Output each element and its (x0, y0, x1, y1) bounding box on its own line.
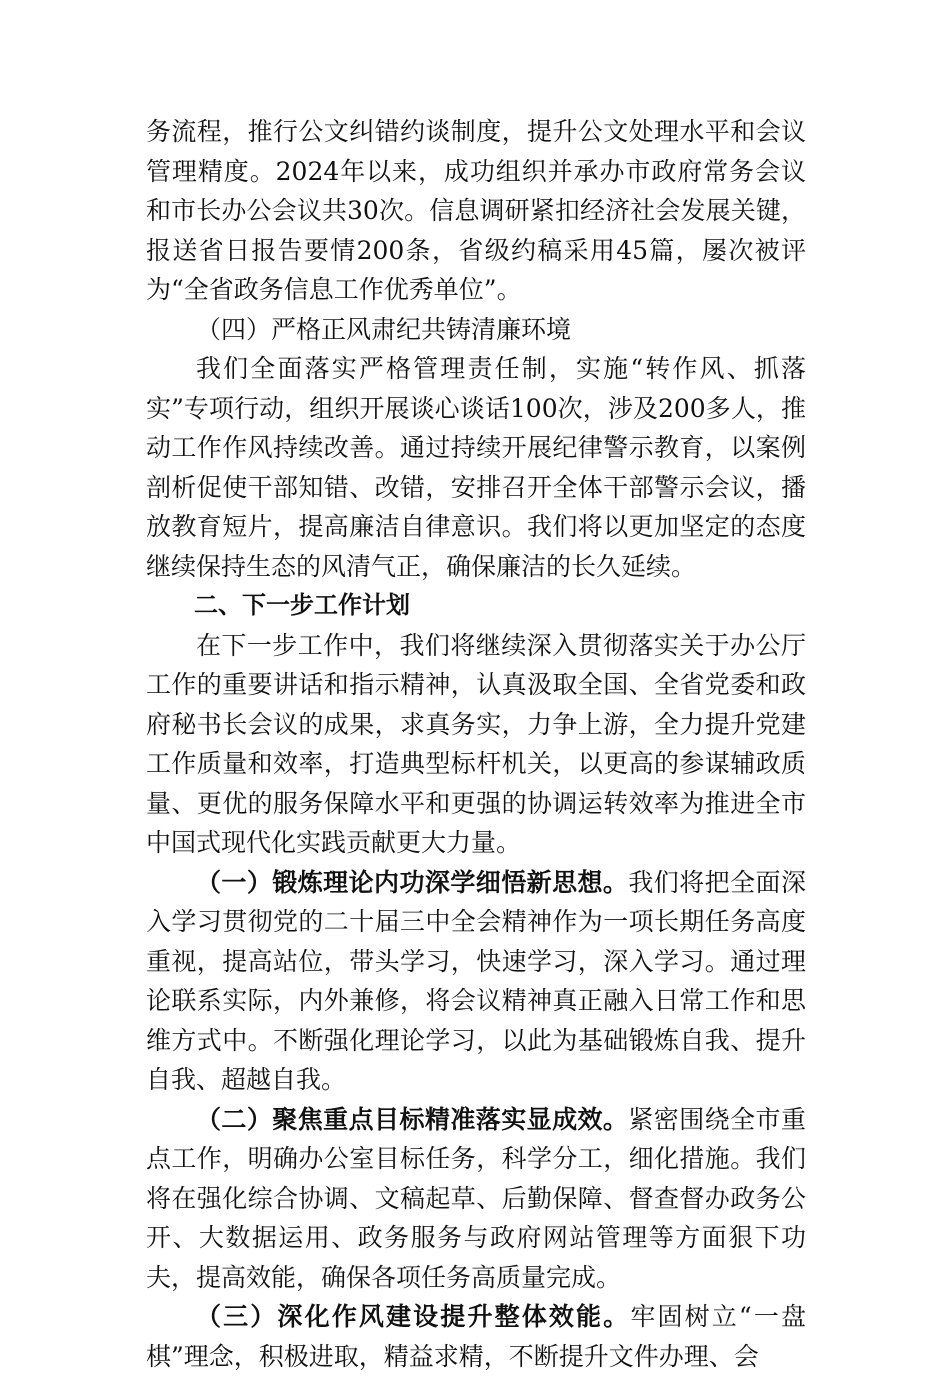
plan-item-three-body: 牢固树立“一盘棋”理念，积极进取，精益求精，不断提升文件办理、会 (146, 1302, 806, 1371)
section-heading-two: 二、下一步工作计划 (194, 591, 410, 619)
plan-item-three-lead: （三）深化作风建设提升整体效能。 (196, 1302, 631, 1331)
paragraph-continuation: 务流程，推行公文纠错约谈制度，提升公文处理水平和会议管理精度。2024年以来，成功组织并承办市政府常务会议和市长办公会议共30次。信息调研紧扣经济社会发展关键，报送省日报告要情200条，省级约稿采用45篇，屡次被评为“全省政务信息工作优秀单位”。 (146, 117, 806, 304)
plan-item-one (146, 863, 806, 1100)
paragraph-plan-intro: 在下一步工作中，我们将继续深入贯彻落实关于办公厅工作的重要讲话和指示精神，认真汲取全国、全省党委和政府秘书长会议的成果，求真务实，力争上游，全力提升党建工作质量和效率，打造典型标杆机关，以更高的参谋辅政质量、更优的服务保障水平和更强的协调运转效率为推进全市中国式现代化实践贡献更大力量。 (146, 630, 806, 857)
plan-item-two-body: 紧密围绕全市重点工作，明确办公室目标任务，科学分工，细化措施。我们将在强化综合协调、文稿起草、后勤保障、督查督办政务公开、大数据运用、政务服务与政府网站管理等方面狠下功夫，提高效能，确保各项任务高质量完成。 (146, 1104, 806, 1292)
plan-item-one-lead: （一）锻炼理论内功深学细悟新思想。 (196, 867, 629, 897)
paragraph-four: 我们全面落实严格管理责任制，实施“转作风、抓落实”专项行动，组织开展谈心谈话100次，涉及200多人，推动工作作风持续改善。通过持续开展纪律警示教育，以案例剖析促使干部知错、改错，安排召开全体干部警示会议，播放教育短片，提高廉洁自律意识。我们将以更加坚定的态度继续保持生态的风清气正，确保廉洁的长久延续。 (146, 354, 806, 581)
plan-item-two-lead: （二）聚焦重点目标精准落实显成效。 (196, 1104, 629, 1134)
plan-item-one-body: 我们将把全面深入学习贯彻党的二十届三中全会精神作为一项长期任务高度重视，提高站位，带头学习，快速学习，深入学习。通过理论联系实际，内外兼修，将会议精神真正融入日常工作和思维方式中。不断强化理论学习，以此为基础锻炼自我、提升自我、超越自我。 (146, 867, 806, 1094)
subheading-four: （四）严格正风肃纪共铸清廉环境 (196, 314, 572, 344)
plan-item-two (146, 1100, 806, 1298)
plan-item-three (146, 1297, 806, 1376)
document-page (146, 112, 806, 1376)
